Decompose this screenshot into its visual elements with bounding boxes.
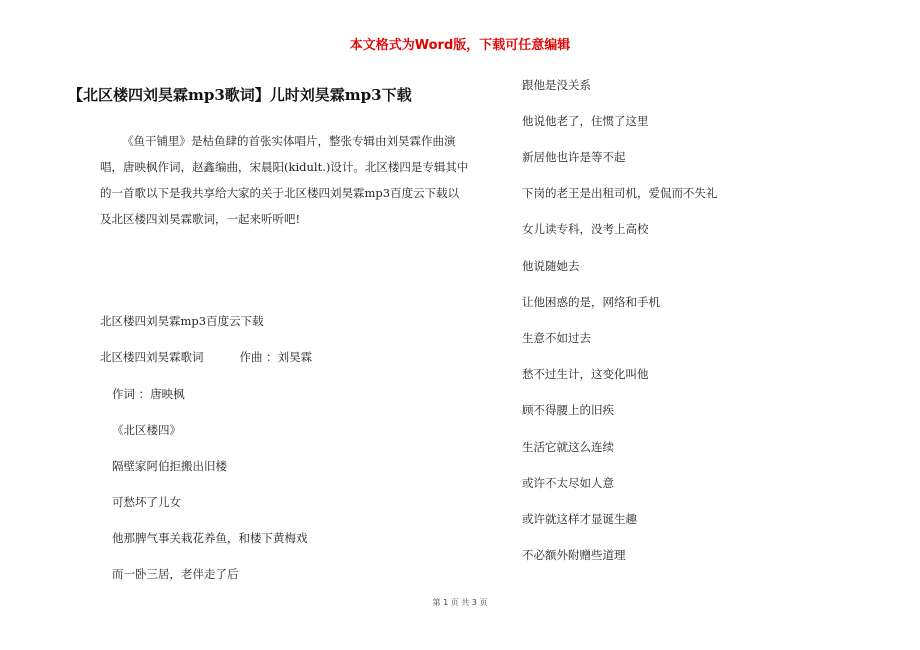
lyric-line: 而一卧三居，老伴走了后 bbox=[112, 567, 239, 581]
format-banner: 本文格式为Word版，下载可任意编辑 bbox=[349, 38, 571, 53]
lyric-line: 让他困惑的是，网络和手机 bbox=[522, 295, 660, 309]
lyric-line: 生活它就这么连续 bbox=[522, 440, 614, 454]
lyric-line: 生意不如过去 bbox=[522, 331, 591, 345]
lyric-line: 他那脾气事关栽花养鱼，和楼下黄梅戏 bbox=[112, 531, 308, 545]
composer-credit: 作曲 ：刘昊霖 bbox=[239, 350, 313, 364]
page-number: 第 1 页 共 3 页 bbox=[432, 598, 488, 607]
lyric-line: 不必额外附赠些道理 bbox=[522, 548, 626, 562]
lyrics-heading: 北区楼四刘昊霖歌词 bbox=[100, 350, 204, 364]
download-heading: 北区楼四刘昊霖mp3百度云下载 bbox=[100, 314, 264, 328]
lyric-line: 或许就这样才显诞生趣 bbox=[522, 512, 637, 526]
lyric-line: 他说他老了，住惯了这里 bbox=[522, 114, 649, 128]
lyric-line: 下岗的老王是出租司机，爱侃而不失礼 bbox=[522, 186, 718, 200]
lyric-line: 愁不过生计，这变化叫他 bbox=[522, 367, 649, 381]
song-title: 《北区楼四》 bbox=[112, 423, 181, 437]
lyric-line: 女儿读专科，没考上高校 bbox=[522, 222, 649, 236]
intro-paragraph: 《鱼干铺里》是枯鱼肆的首张实体唱片，整张专辑由刘昊霖作曲演唱，唐映枫作词，赵鑫编曲，宋晨阳(kidult.)设计。北区楼四是专辑其中的一首歌以下是我共享给大家的关于北区楼四刘昊霖mp3百度云下载以及北区楼四刘昊霖歌词，一起来听听吧! bbox=[100, 134, 469, 226]
lyrics-credits-line bbox=[100, 349, 312, 365]
lyric-line: 新居他也许是等不起 bbox=[522, 150, 626, 164]
lyric-line: 隔壁家阿伯拒搬出旧楼 bbox=[112, 459, 227, 473]
lyric-line: 跟他是没关系 bbox=[522, 78, 591, 92]
lyric-line: 可愁坏了儿女 bbox=[112, 495, 181, 509]
lyric-line: 或许不太尽如人意 bbox=[522, 476, 614, 490]
lyric-line: 顾不得腰上的旧疾 bbox=[522, 403, 614, 417]
lyric-line: 他说随她去 bbox=[522, 259, 580, 273]
lyricist-credit: 作词 ：唐映枫 bbox=[112, 387, 185, 401]
document-title: 【北区楼四刘昊霖mp3歌词】儿时刘昊霖mp3下载 bbox=[68, 86, 412, 104]
